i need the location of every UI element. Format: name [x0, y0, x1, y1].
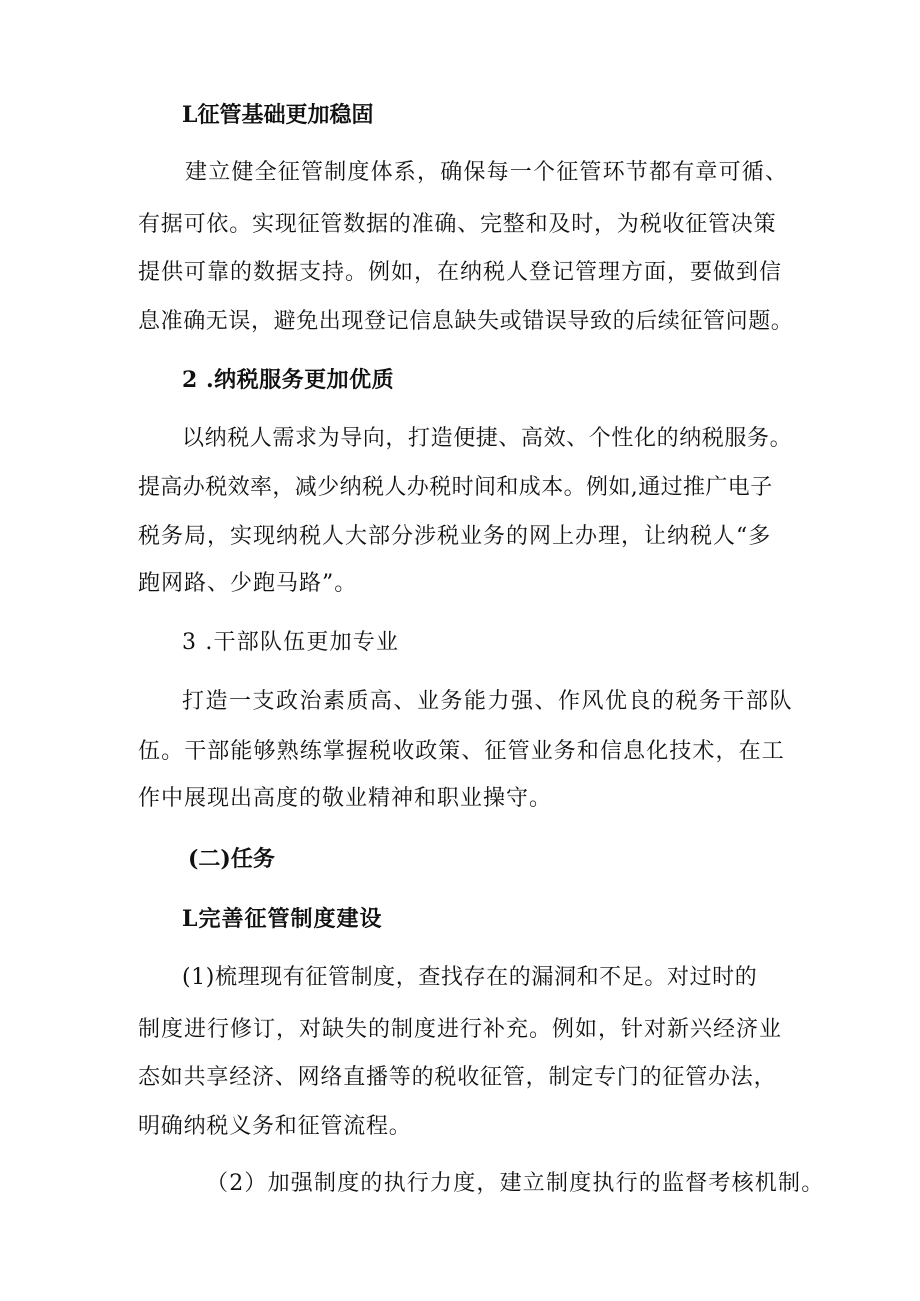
paragraph-line: 制度进行修订，对缺失的制度进行补充。例如，针对新兴经济业: [138, 1017, 783, 1042]
paragraph-line: 有据可依。实现征管数据的准确、完整和及时，为税收征管决策: [138, 212, 777, 237]
paragraph-line: 作中展现出高度的敬业精神和职业操守。: [138, 786, 553, 811]
paragraph-line: 提高办税效率，减少纳税人办税时间和成本。例如,通过推广电子: [138, 475, 773, 500]
task-heading-1: L完善征管制度建设: [182, 906, 383, 932]
paragraph-line: 息准确无误，避免出现登记信息缺失或错误导致的后续征管问题。: [138, 309, 794, 334]
section-heading-2: 2 .纳税服务更加优质: [182, 367, 395, 393]
paragraph-line: 态如共享经济、网络直播等的税收征管，制定专门的征管办法，: [138, 1065, 777, 1090]
paragraph-line: 跑网路、少跑马路”。: [138, 571, 358, 596]
paragraph-line: 税务局，实现纳税人大部分涉税业务的网上办理，让纳税人“多: [138, 524, 772, 549]
tasks-heading: (二)任务: [188, 846, 275, 872]
paragraph-line: 打造一支政治素质高、业务能力强、作风优良的税务干部队: [182, 689, 794, 714]
paragraph-line: 以纳税人需求为导向，打造便捷、高效、个性化的纳税服务。: [182, 426, 793, 451]
section-heading-3: 3 .干部队伍更加专业: [182, 630, 400, 655]
paragraph-line: 伍。干部能够熟练掌握税收政策、征管业务和信息化技术，在工: [138, 739, 785, 764]
paragraph-line: 提供可靠的数据支持。例如，在纳税人登记管理方面，要做到信: [138, 260, 783, 285]
paragraph-line: 明确纳税义务和征管流程。: [138, 1114, 412, 1139]
section-heading-1: L征管基础更加稳固: [182, 102, 374, 128]
paragraph-line: 建立健全征管制度体系，确保每一个征管环节都有章可循、: [185, 160, 789, 185]
paragraph-line: (1)梳理现有征管制度，查找存在的漏洞和不足。对过时的: [182, 965, 758, 990]
paragraph-line: （2）加强制度的执行力度，建立制度执行的监督考核机制。: [206, 1171, 825, 1196]
